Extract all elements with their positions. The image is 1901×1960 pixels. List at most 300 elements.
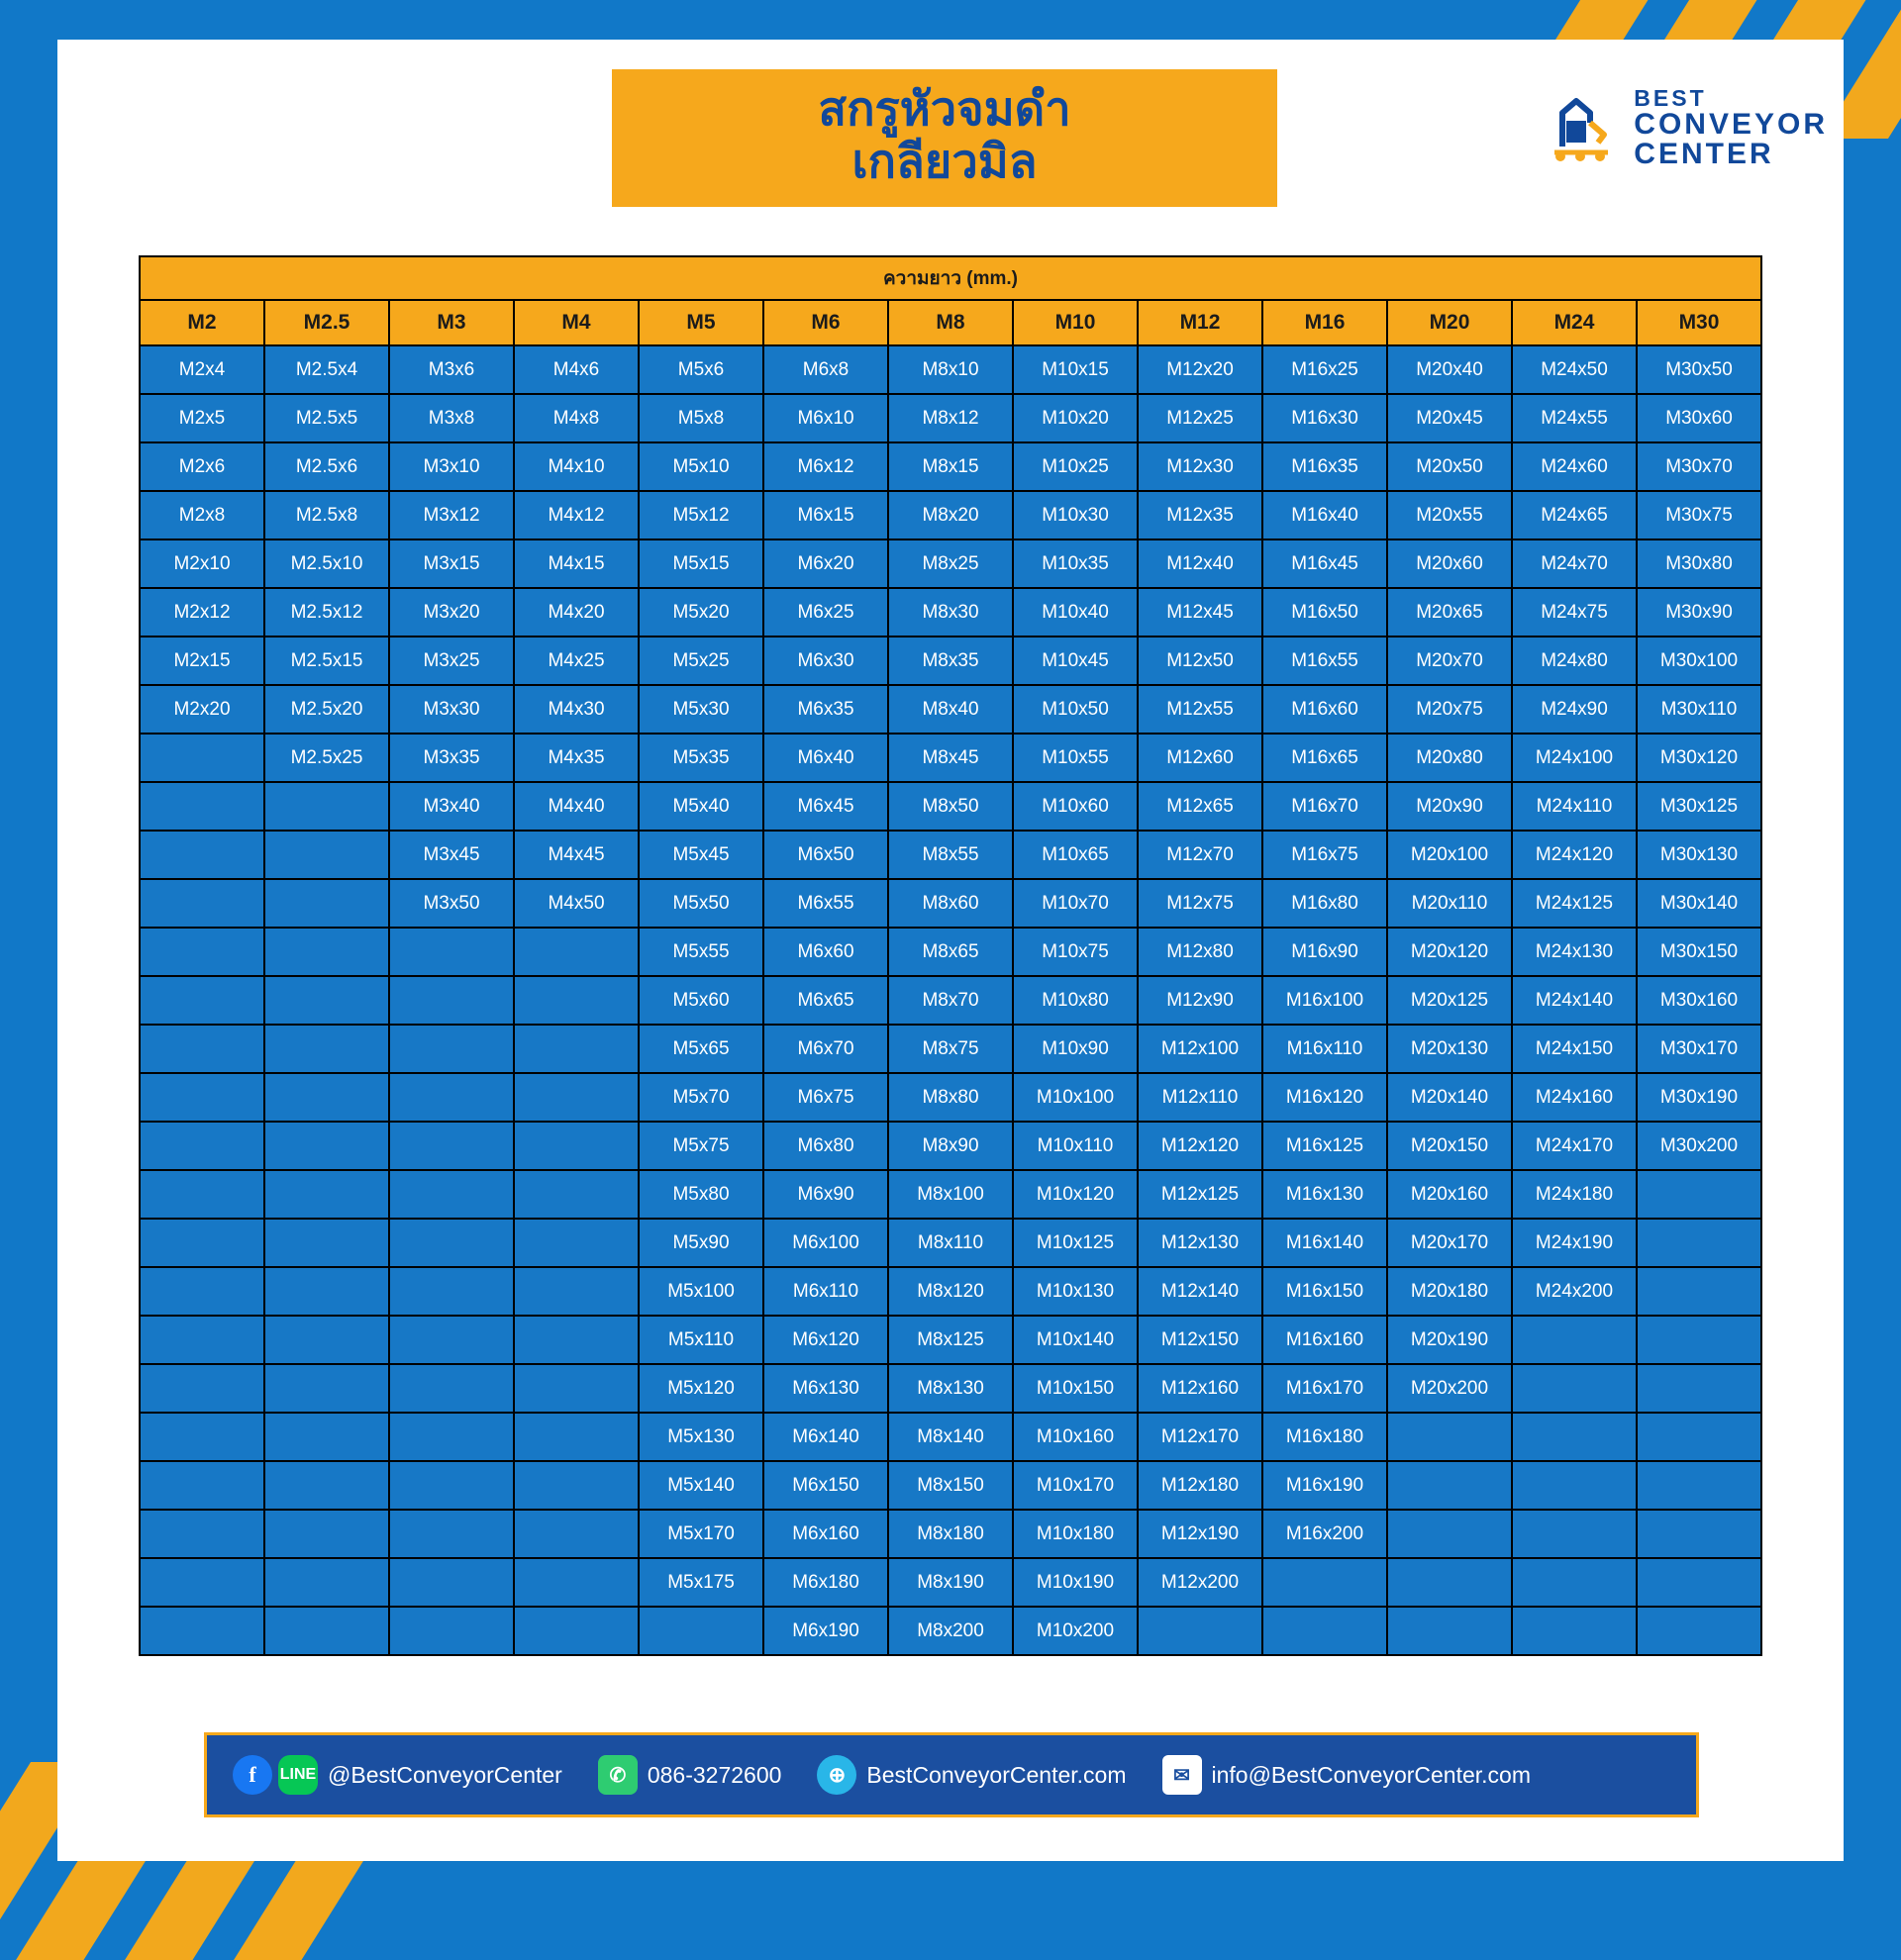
table-cell: M12x120 bbox=[1138, 1122, 1262, 1170]
table-cell-empty bbox=[514, 1170, 639, 1219]
table-cell: M10x120 bbox=[1013, 1170, 1138, 1219]
table-cell: M16x40 bbox=[1262, 491, 1387, 539]
table-cell-empty bbox=[1138, 1607, 1262, 1655]
table-column-header: M16 bbox=[1262, 300, 1387, 345]
table-cell-empty bbox=[389, 1413, 514, 1461]
table-cell: M3x35 bbox=[389, 734, 514, 782]
table-cell-empty bbox=[140, 1510, 264, 1558]
footer-website[interactable] bbox=[817, 1755, 1126, 1795]
table-cell: M20x45 bbox=[1387, 394, 1512, 442]
table-cell: M6x130 bbox=[763, 1364, 888, 1413]
table-cell: M10x60 bbox=[1013, 782, 1138, 831]
table-cell: M8x70 bbox=[888, 976, 1013, 1025]
table-cell: M24x65 bbox=[1512, 491, 1637, 539]
table-cell: M30x120 bbox=[1637, 734, 1761, 782]
table-cell-empty bbox=[389, 1558, 514, 1607]
table-column-header: M10 bbox=[1013, 300, 1138, 345]
table-cell: M8x45 bbox=[888, 734, 1013, 782]
table-cell: M30x190 bbox=[1637, 1073, 1761, 1122]
table-row bbox=[140, 928, 1761, 976]
table-cell: M12x30 bbox=[1138, 442, 1262, 491]
table-cell: M30x200 bbox=[1637, 1122, 1761, 1170]
table-cell: M5x30 bbox=[639, 685, 763, 734]
table-cell: M6x15 bbox=[763, 491, 888, 539]
table-cell-empty bbox=[514, 1073, 639, 1122]
table-cell: M30x125 bbox=[1637, 782, 1761, 831]
table-cell: M8x60 bbox=[888, 879, 1013, 928]
brand-line-1: BEST bbox=[1634, 85, 1707, 111]
table-cell: M8x55 bbox=[888, 831, 1013, 879]
line-icon[interactable]: LINE bbox=[278, 1755, 318, 1795]
table-cell: M20x200 bbox=[1387, 1364, 1512, 1413]
table-cell: M20x140 bbox=[1387, 1073, 1512, 1122]
poster-sheet bbox=[57, 40, 1844, 1861]
table-cell: M5x140 bbox=[639, 1461, 763, 1510]
table-cell: M8x150 bbox=[888, 1461, 1013, 1510]
table-cell: M30x80 bbox=[1637, 539, 1761, 588]
table-cell-empty bbox=[1262, 1607, 1387, 1655]
table-cell-empty bbox=[1512, 1413, 1637, 1461]
table-row bbox=[140, 394, 1761, 442]
footer-social[interactable] bbox=[233, 1755, 562, 1795]
table-cell: M5x45 bbox=[639, 831, 763, 879]
table-row bbox=[140, 1122, 1761, 1170]
table-cell: M2x15 bbox=[140, 637, 264, 685]
table-cell: M10x110 bbox=[1013, 1122, 1138, 1170]
table-cell: M8x25 bbox=[888, 539, 1013, 588]
table-cell: M16x160 bbox=[1262, 1316, 1387, 1364]
table-cell-empty bbox=[264, 1461, 389, 1510]
table-cell: M3x6 bbox=[389, 345, 514, 394]
table-cell: M2x8 bbox=[140, 491, 264, 539]
table-cell: M5x110 bbox=[639, 1316, 763, 1364]
table-cell: M6x110 bbox=[763, 1267, 888, 1316]
table-cell: M20x160 bbox=[1387, 1170, 1512, 1219]
table-cell: M12x125 bbox=[1138, 1170, 1262, 1219]
table-cell: M5x70 bbox=[639, 1073, 763, 1122]
table-cell-empty bbox=[264, 1219, 389, 1267]
table-cell-empty bbox=[264, 1267, 389, 1316]
table-cell: M16x80 bbox=[1262, 879, 1387, 928]
table-cell: M20x125 bbox=[1387, 976, 1512, 1025]
table-cell-empty bbox=[1387, 1413, 1512, 1461]
table-cell: M8x140 bbox=[888, 1413, 1013, 1461]
table-cell: M16x30 bbox=[1262, 394, 1387, 442]
table-cell: M12x190 bbox=[1138, 1510, 1262, 1558]
table-cell: M30x150 bbox=[1637, 928, 1761, 976]
table-cell-empty bbox=[264, 1073, 389, 1122]
table-cell-empty bbox=[389, 928, 514, 976]
table-banner-row bbox=[140, 256, 1761, 300]
table-cell: M5x50 bbox=[639, 879, 763, 928]
table-cell: M10x45 bbox=[1013, 637, 1138, 685]
table-cell: M8x100 bbox=[888, 1170, 1013, 1219]
website-url: BestConveyorCenter.com bbox=[866, 1761, 1127, 1788]
table-cell: M16x180 bbox=[1262, 1413, 1387, 1461]
table-cell-empty bbox=[140, 1073, 264, 1122]
table-cell: M3x25 bbox=[389, 637, 514, 685]
table-cell: M24x200 bbox=[1512, 1267, 1637, 1316]
table-cell-empty bbox=[514, 1413, 639, 1461]
table-cell: M5x20 bbox=[639, 588, 763, 637]
table-cell: M8x120 bbox=[888, 1267, 1013, 1316]
table-cell: M12x200 bbox=[1138, 1558, 1262, 1607]
table-cell: M5x10 bbox=[639, 442, 763, 491]
table-cell: M16x190 bbox=[1262, 1461, 1387, 1510]
table-cell: M6x70 bbox=[763, 1025, 888, 1073]
table-cell-empty bbox=[389, 1364, 514, 1413]
table-cell: M8x12 bbox=[888, 394, 1013, 442]
table-cell: M24x100 bbox=[1512, 734, 1637, 782]
table-cell: M5x15 bbox=[639, 539, 763, 588]
table-cell: M20x190 bbox=[1387, 1316, 1512, 1364]
table-cell: M6x65 bbox=[763, 976, 888, 1025]
table-cell: M12x70 bbox=[1138, 831, 1262, 879]
table-cell: M2x4 bbox=[140, 345, 264, 394]
table-cell: M12x50 bbox=[1138, 637, 1262, 685]
table-cell: M16x65 bbox=[1262, 734, 1387, 782]
table-cell: M10x170 bbox=[1013, 1461, 1138, 1510]
table-cell-empty bbox=[140, 1607, 264, 1655]
table-cell: M6x35 bbox=[763, 685, 888, 734]
table-cell: M16x130 bbox=[1262, 1170, 1387, 1219]
table-cell: M16x75 bbox=[1262, 831, 1387, 879]
table-cell: M16x140 bbox=[1262, 1219, 1387, 1267]
footer-phone[interactable] bbox=[598, 1755, 782, 1795]
table-cell: M20x150 bbox=[1387, 1122, 1512, 1170]
table-row bbox=[140, 1267, 1761, 1316]
table-cell: M5x60 bbox=[639, 976, 763, 1025]
table-cell: M6x10 bbox=[763, 394, 888, 442]
table-cell: M6x100 bbox=[763, 1219, 888, 1267]
table-cell-empty bbox=[1512, 1364, 1637, 1413]
table-cell: M8x80 bbox=[888, 1073, 1013, 1122]
table-cell: M8x30 bbox=[888, 588, 1013, 637]
table-cell: M12x65 bbox=[1138, 782, 1262, 831]
table-cell: M12x25 bbox=[1138, 394, 1262, 442]
table-cell: M4x45 bbox=[514, 831, 639, 879]
table-cell-empty bbox=[1262, 1558, 1387, 1607]
table-cell: M2.5x8 bbox=[264, 491, 389, 539]
table-cell: M30x110 bbox=[1637, 685, 1761, 734]
table-row bbox=[140, 491, 1761, 539]
table-cell: M10x30 bbox=[1013, 491, 1138, 539]
table-cell-empty bbox=[140, 831, 264, 879]
table-cell: M30x140 bbox=[1637, 879, 1761, 928]
table-cell: M10x55 bbox=[1013, 734, 1138, 782]
table-cell: M12x55 bbox=[1138, 685, 1262, 734]
brand-line-3: CENTER bbox=[1634, 138, 1774, 170]
table-column-header: M2 bbox=[140, 300, 264, 345]
table-cell: M6x90 bbox=[763, 1170, 888, 1219]
table-cell: M5x8 bbox=[639, 394, 763, 442]
table-cell: M12x90 bbox=[1138, 976, 1262, 1025]
table-column-header: M4 bbox=[514, 300, 639, 345]
table-row bbox=[140, 976, 1761, 1025]
table-cell: M10x90 bbox=[1013, 1025, 1138, 1073]
table-cell-empty bbox=[1637, 1607, 1761, 1655]
table-cell: M20x75 bbox=[1387, 685, 1512, 734]
table-cell-empty bbox=[1387, 1461, 1512, 1510]
table-cell: M30x170 bbox=[1637, 1025, 1761, 1073]
table-cell-empty bbox=[264, 976, 389, 1025]
table-cell: M30x60 bbox=[1637, 394, 1761, 442]
table-row bbox=[140, 1510, 1761, 1558]
screw-size-table bbox=[139, 255, 1762, 1656]
table-cell-empty bbox=[514, 1510, 639, 1558]
table-cell: M12x60 bbox=[1138, 734, 1262, 782]
title-line-2: เกลียวมิล bbox=[851, 134, 1038, 187]
conveyor-robot-logo-icon bbox=[1543, 93, 1620, 164]
table-column-header: M3 bbox=[389, 300, 514, 345]
table-cell-empty bbox=[1637, 1558, 1761, 1607]
table-cell: M8x75 bbox=[888, 1025, 1013, 1073]
table-row bbox=[140, 1073, 1761, 1122]
table-cell-empty bbox=[264, 1607, 389, 1655]
table-column-header: M20 bbox=[1387, 300, 1512, 345]
table-cell-empty bbox=[389, 1510, 514, 1558]
table-cell: M20x170 bbox=[1387, 1219, 1512, 1267]
table-cell: M5x75 bbox=[639, 1122, 763, 1170]
table-cell: M12x150 bbox=[1138, 1316, 1262, 1364]
table-cell: M6x150 bbox=[763, 1461, 888, 1510]
table-cell: M10x20 bbox=[1013, 394, 1138, 442]
table-cell: M6x55 bbox=[763, 879, 888, 928]
table-cell-empty bbox=[1512, 1607, 1637, 1655]
table-cell: M24x190 bbox=[1512, 1219, 1637, 1267]
table-row bbox=[140, 879, 1761, 928]
table-row bbox=[140, 1607, 1761, 1655]
table-cell: M8x50 bbox=[888, 782, 1013, 831]
table-cell: M8x40 bbox=[888, 685, 1013, 734]
table-cell: M16x100 bbox=[1262, 976, 1387, 1025]
table-cell: M30x160 bbox=[1637, 976, 1761, 1025]
facebook-icon[interactable]: f bbox=[233, 1755, 272, 1795]
table-cell: M16x70 bbox=[1262, 782, 1387, 831]
table-cell: M20x60 bbox=[1387, 539, 1512, 588]
table-cell: M24x170 bbox=[1512, 1122, 1637, 1170]
footer-email[interactable] bbox=[1162, 1755, 1532, 1795]
table-cell: M24x90 bbox=[1512, 685, 1637, 734]
table-cell-empty bbox=[514, 1025, 639, 1073]
table-row bbox=[140, 1364, 1761, 1413]
table-cell-empty bbox=[389, 976, 514, 1025]
table-cell-empty bbox=[140, 976, 264, 1025]
table-cell: M20x130 bbox=[1387, 1025, 1512, 1073]
table-cell: M5x55 bbox=[639, 928, 763, 976]
table-cell-empty bbox=[1512, 1461, 1637, 1510]
table-cell-empty bbox=[140, 1219, 264, 1267]
table-cell-empty bbox=[264, 1510, 389, 1558]
table-cell: M2x5 bbox=[140, 394, 264, 442]
table-cell: M12x110 bbox=[1138, 1073, 1262, 1122]
table-cell: M8x125 bbox=[888, 1316, 1013, 1364]
table-cell: M16x110 bbox=[1262, 1025, 1387, 1073]
table-cell: M4x15 bbox=[514, 539, 639, 588]
table-cell: M5x120 bbox=[639, 1364, 763, 1413]
table-cell-empty bbox=[1512, 1316, 1637, 1364]
table-cell-empty bbox=[1637, 1170, 1761, 1219]
table-cell: M4x20 bbox=[514, 588, 639, 637]
table-cell: M12x100 bbox=[1138, 1025, 1262, 1073]
table-row bbox=[140, 782, 1761, 831]
table-cell: M10x80 bbox=[1013, 976, 1138, 1025]
phone-number: 086-3272600 bbox=[647, 1761, 782, 1788]
table-cell-empty bbox=[140, 734, 264, 782]
table-cell: M16x25 bbox=[1262, 345, 1387, 394]
table-body bbox=[140, 345, 1761, 1655]
table-cell-empty bbox=[264, 1413, 389, 1461]
table-cell: M12x20 bbox=[1138, 345, 1262, 394]
table-cell: M20x180 bbox=[1387, 1267, 1512, 1316]
table-column-header: M8 bbox=[888, 300, 1013, 345]
page-title bbox=[612, 69, 1277, 207]
table-header-row bbox=[140, 300, 1761, 345]
table-cell: M4x8 bbox=[514, 394, 639, 442]
table-cell-empty bbox=[639, 1607, 763, 1655]
table-cell: M8x190 bbox=[888, 1558, 1013, 1607]
table-cell: M10x50 bbox=[1013, 685, 1138, 734]
table-cell-empty bbox=[1637, 1413, 1761, 1461]
table-cell: M20x90 bbox=[1387, 782, 1512, 831]
table-cell: M16x45 bbox=[1262, 539, 1387, 588]
table-cell-empty bbox=[1637, 1364, 1761, 1413]
table-cell: M6x180 bbox=[763, 1558, 888, 1607]
table-row bbox=[140, 1025, 1761, 1073]
table-cell: M24x80 bbox=[1512, 637, 1637, 685]
contact-footer bbox=[204, 1732, 1699, 1817]
table-cell-empty bbox=[264, 1316, 389, 1364]
table-row bbox=[140, 1170, 1761, 1219]
table-cell: M12x130 bbox=[1138, 1219, 1262, 1267]
table-cell: M20x100 bbox=[1387, 831, 1512, 879]
table-cell: M30x70 bbox=[1637, 442, 1761, 491]
table-cell: M12x75 bbox=[1138, 879, 1262, 928]
table-cell: M30x100 bbox=[1637, 637, 1761, 685]
header bbox=[57, 40, 1844, 252]
table-cell-empty bbox=[1387, 1510, 1512, 1558]
table-cell: M2.5x15 bbox=[264, 637, 389, 685]
table-cell: M10x75 bbox=[1013, 928, 1138, 976]
table-cell-empty bbox=[140, 1316, 264, 1364]
table-cell: M4x50 bbox=[514, 879, 639, 928]
table-cell: M20x65 bbox=[1387, 588, 1512, 637]
table-cell: M24x55 bbox=[1512, 394, 1637, 442]
table-cell: M20x40 bbox=[1387, 345, 1512, 394]
globe-icon[interactable]: ⊕ bbox=[817, 1755, 856, 1795]
table-cell: M8x200 bbox=[888, 1607, 1013, 1655]
table-cell: M8x10 bbox=[888, 345, 1013, 394]
table-cell: M20x70 bbox=[1387, 637, 1512, 685]
facebook-handle: @BestConveyorCenter bbox=[328, 1761, 562, 1788]
table-cell: M6x120 bbox=[763, 1316, 888, 1364]
table-cell-empty bbox=[264, 782, 389, 831]
phone-icon[interactable]: ✆ bbox=[598, 1755, 638, 1795]
table-cell: M10x140 bbox=[1013, 1316, 1138, 1364]
table-cell: M10x125 bbox=[1013, 1219, 1138, 1267]
table-cell-empty bbox=[514, 928, 639, 976]
table-cell-empty bbox=[140, 928, 264, 976]
table-cell: M24x50 bbox=[1512, 345, 1637, 394]
table-column-header: M6 bbox=[763, 300, 888, 345]
table-row bbox=[140, 345, 1761, 394]
table-cell-empty bbox=[1637, 1267, 1761, 1316]
table-cell: M16x60 bbox=[1262, 685, 1387, 734]
table-cell-empty bbox=[264, 928, 389, 976]
table-row bbox=[140, 1219, 1761, 1267]
table-cell: M8x180 bbox=[888, 1510, 1013, 1558]
table-cell: M20x50 bbox=[1387, 442, 1512, 491]
mail-icon[interactable]: ✉ bbox=[1162, 1755, 1202, 1795]
table-cell-empty bbox=[140, 1461, 264, 1510]
table-row bbox=[140, 831, 1761, 879]
table-cell: M3x12 bbox=[389, 491, 514, 539]
table-cell-empty bbox=[514, 1364, 639, 1413]
table-cell: M2x20 bbox=[140, 685, 264, 734]
table-cell: M24x160 bbox=[1512, 1073, 1637, 1122]
table-cell-empty bbox=[389, 1122, 514, 1170]
table-cell-empty bbox=[1637, 1316, 1761, 1364]
table-column-header: M2.5 bbox=[264, 300, 389, 345]
table-cell: M10x70 bbox=[1013, 879, 1138, 928]
table-cell: M5x40 bbox=[639, 782, 763, 831]
table-cell: M20x110 bbox=[1387, 879, 1512, 928]
table-column-header: M30 bbox=[1637, 300, 1761, 345]
table-cell-empty bbox=[514, 1122, 639, 1170]
table-cell: M24x150 bbox=[1512, 1025, 1637, 1073]
table-cell-empty bbox=[1387, 1607, 1512, 1655]
table-cell: M10x25 bbox=[1013, 442, 1138, 491]
table-cell: M6x190 bbox=[763, 1607, 888, 1655]
table-cell-empty bbox=[514, 1607, 639, 1655]
table-cell: M3x10 bbox=[389, 442, 514, 491]
table-cell: M2x6 bbox=[140, 442, 264, 491]
table-cell: M20x80 bbox=[1387, 734, 1512, 782]
table-cell: M2.5x20 bbox=[264, 685, 389, 734]
table-cell: M16x125 bbox=[1262, 1122, 1387, 1170]
table-cell: M6x40 bbox=[763, 734, 888, 782]
table-cell: M5x100 bbox=[639, 1267, 763, 1316]
table-cell: M4x40 bbox=[514, 782, 639, 831]
table-column-header: M24 bbox=[1512, 300, 1637, 345]
table-cell: M5x12 bbox=[639, 491, 763, 539]
table-cell-empty bbox=[389, 1461, 514, 1510]
table-cell: M16x35 bbox=[1262, 442, 1387, 491]
table-cell-empty bbox=[1387, 1558, 1512, 1607]
table-cell: M2x12 bbox=[140, 588, 264, 637]
table-cell: M8x35 bbox=[888, 637, 1013, 685]
table-cell: M24x130 bbox=[1512, 928, 1637, 976]
brand-line-2: CONVEYOR bbox=[1634, 108, 1828, 141]
table-cell-empty bbox=[1512, 1510, 1637, 1558]
table-row bbox=[140, 539, 1761, 588]
table-cell-empty bbox=[514, 1219, 639, 1267]
table-cell: M16x170 bbox=[1262, 1364, 1387, 1413]
table-cell: M2.5x10 bbox=[264, 539, 389, 588]
table-cell: M10x160 bbox=[1013, 1413, 1138, 1461]
table-cell: M12x160 bbox=[1138, 1364, 1262, 1413]
table-cell: M24x125 bbox=[1512, 879, 1637, 928]
table-cell: M2.5x25 bbox=[264, 734, 389, 782]
table-cell-empty bbox=[264, 1364, 389, 1413]
table-cell: M5x170 bbox=[639, 1510, 763, 1558]
table-cell-empty bbox=[1637, 1219, 1761, 1267]
table-cell: M10x200 bbox=[1013, 1607, 1138, 1655]
table-cell: M6x45 bbox=[763, 782, 888, 831]
table-cell: M3x40 bbox=[389, 782, 514, 831]
table-cell: M3x15 bbox=[389, 539, 514, 588]
table-cell: M8x20 bbox=[888, 491, 1013, 539]
